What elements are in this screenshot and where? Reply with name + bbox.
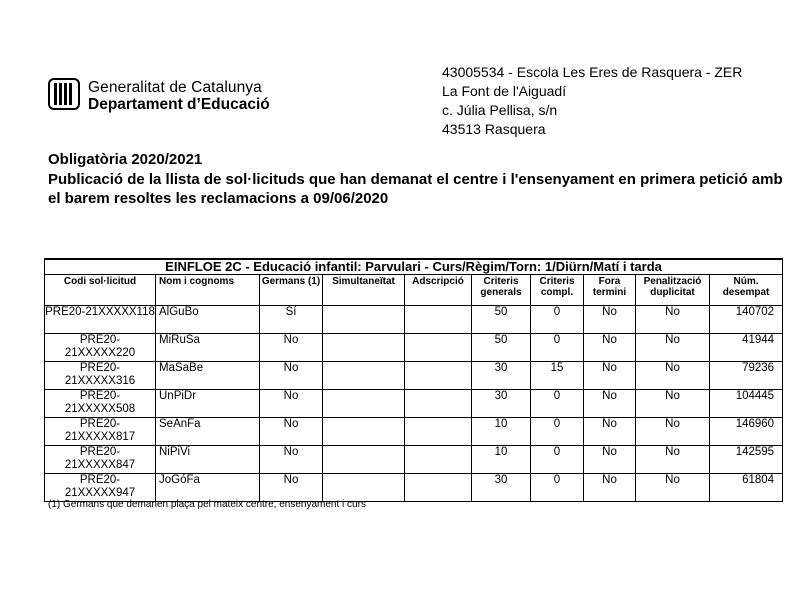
simultaneity-cell (323, 306, 405, 334)
general-criteria-cell: 30 (472, 362, 531, 390)
request-code-cell: PRE20-21XXXXX817 (45, 418, 156, 446)
ascription-cell (405, 390, 472, 418)
simultaneity-cell (323, 334, 405, 362)
level-heading: Obligatòria 2020/2021 (48, 151, 203, 168)
org-line-2: Departament d’Educació (88, 96, 270, 113)
column-header: Adscripció (405, 275, 472, 306)
column-header: Codi sol·licitud (45, 275, 156, 306)
simultaneity-cell (323, 362, 405, 390)
general-criteria-cell: 50 (472, 334, 531, 362)
duplicity-penalty-cell: No (636, 306, 710, 334)
table-header-row (45, 275, 783, 306)
name-cell: MaSaBe (156, 362, 260, 390)
generalitat-flag-icon (48, 78, 80, 110)
late-submission-cell: No (584, 474, 636, 502)
ascription-cell (405, 306, 472, 334)
siblings-cell: No (260, 390, 323, 418)
late-submission-cell: No (584, 390, 636, 418)
general-criteria-cell: 30 (472, 390, 531, 418)
table-row (45, 306, 783, 334)
complementary-criteria-cell: 0 (531, 418, 584, 446)
late-submission-cell: No (584, 418, 636, 446)
tiebreak-number-cell: 142595 (710, 446, 783, 474)
column-header: Criteris generals (472, 275, 531, 306)
simultaneity-cell (323, 418, 405, 446)
document-title: Publicació de la llista de sol·licituds que han demanat el centre i l'ensenyament en primera petició amb el barem resoltes les reclamacions a 09/06/2020 (48, 170, 783, 207)
tiebreak-number-cell: 104445 (710, 390, 783, 418)
tiebreak-number-cell: 140702 (710, 306, 783, 334)
siblings-cell: No (260, 474, 323, 502)
tiebreak-number-cell: 146960 (710, 418, 783, 446)
document-headings (48, 150, 788, 209)
tiebreak-number-cell: 79236 (710, 362, 783, 390)
tiebreak-number-cell: 41944 (710, 334, 783, 362)
simultaneity-cell (323, 390, 405, 418)
late-submission-cell: No (584, 306, 636, 334)
name-cell: MiRuSa (156, 334, 260, 362)
table-row (45, 474, 783, 502)
siblings-cell: No (260, 334, 323, 362)
general-criteria-cell: 10 (472, 446, 531, 474)
siblings-cell: No (260, 418, 323, 446)
ascription-cell (405, 474, 472, 502)
siblings-cell: Sí (260, 306, 323, 334)
address-line: La Font de l'Aiguadí (442, 83, 567, 99)
request-code-cell: PRE20-21XXXXX118 (45, 306, 156, 334)
siblings-cell: No (260, 446, 323, 474)
late-submission-cell: No (584, 362, 636, 390)
table-row (45, 334, 783, 362)
general-criteria-cell: 30 (472, 474, 531, 502)
address-line: 43513 Rasquera (442, 121, 546, 137)
duplicity-penalty-cell: No (636, 418, 710, 446)
column-header: Nom i cognoms (156, 275, 260, 306)
school-address (442, 63, 742, 139)
table-row (45, 390, 783, 418)
simultaneity-cell (323, 474, 405, 502)
general-criteria-cell: 10 (472, 418, 531, 446)
table-row (45, 418, 783, 446)
request-code-cell: PRE20-21XXXXX508 (45, 390, 156, 418)
duplicity-penalty-cell: No (636, 474, 710, 502)
name-cell: JoGóFa (156, 474, 260, 502)
late-submission-cell: No (584, 334, 636, 362)
applications-table (44, 258, 783, 502)
column-header: Fora termini (584, 275, 636, 306)
name-cell: NiPiVi (156, 446, 260, 474)
complementary-criteria-cell: 0 (531, 446, 584, 474)
column-header: Núm. desempat (710, 275, 783, 306)
ascription-cell (405, 362, 472, 390)
late-submission-cell: No (584, 446, 636, 474)
table-row (45, 362, 783, 390)
complementary-criteria-cell: 0 (531, 306, 584, 334)
org-line-1: Generalitat de Catalunya (88, 79, 262, 96)
general-criteria-cell: 50 (472, 306, 531, 334)
address-line: 43005534 - Escola Les Eres de Rasquera - ZER (442, 64, 743, 80)
siblings-cell: No (260, 362, 323, 390)
name-cell: SeAnFa (156, 418, 260, 446)
duplicity-penalty-cell: No (636, 334, 710, 362)
request-code-cell: PRE20-21XXXXX947 (45, 474, 156, 502)
table-caption: EINFLOE 2C - Educació infantil: Parvulari - Curs/Règim/Torn: 1/Diürn/Matí i tarda (45, 259, 783, 275)
duplicity-penalty-cell: No (636, 446, 710, 474)
name-cell: AlGuBo (156, 306, 260, 334)
request-code-cell: PRE20-21XXXXX220 (45, 334, 156, 362)
ascription-cell (405, 334, 472, 362)
tiebreak-number-cell: 61804 (710, 474, 783, 502)
organization-name (88, 79, 270, 113)
column-header: Criteris compl. (531, 275, 584, 306)
column-header: Simultaneïtat (323, 275, 405, 306)
column-header: Penalització duplicitat (636, 275, 710, 306)
complementary-criteria-cell: 0 (531, 474, 584, 502)
ascription-cell (405, 446, 472, 474)
ascription-cell (405, 418, 472, 446)
duplicity-penalty-cell: No (636, 390, 710, 418)
footnote: (1) Germans que demanen plaça pel mateix centre, ensenyament i curs (48, 499, 366, 510)
address-line: c. Júlia Pellisa, s/n (442, 102, 558, 118)
request-code-cell: PRE20-21XXXXX847 (45, 446, 156, 474)
table-row (45, 446, 783, 474)
complementary-criteria-cell: 0 (531, 334, 584, 362)
name-cell: UnPiDr (156, 390, 260, 418)
complementary-criteria-cell: 0 (531, 390, 584, 418)
simultaneity-cell (323, 446, 405, 474)
column-header: Germans (1) (260, 275, 323, 306)
request-code-cell: PRE20-21XXXXX316 (45, 362, 156, 390)
complementary-criteria-cell: 15 (531, 362, 584, 390)
duplicity-penalty-cell: No (636, 362, 710, 390)
